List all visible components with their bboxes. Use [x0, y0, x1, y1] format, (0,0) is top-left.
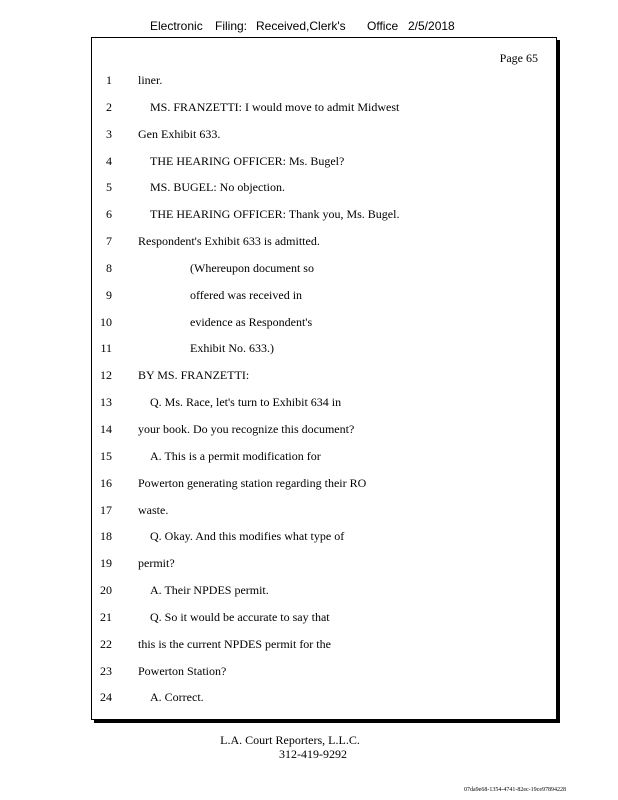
line-number: 7 [106, 234, 112, 249]
line-text: THE HEARING OFFICER: Ms. Bugel? [150, 153, 345, 168]
line-number: 19 [100, 556, 112, 571]
line-text: A. Correct. [150, 690, 204, 705]
transcript-line [92, 556, 556, 583]
transcript-page [91, 37, 557, 720]
line-text: permit? [138, 556, 175, 571]
transcript-lines [92, 73, 556, 717]
line-text: Q. Okay. And this modifies what type of [150, 529, 345, 544]
line-number: 22 [100, 636, 112, 651]
transcript-line [92, 288, 556, 315]
line-number: 24 [100, 690, 112, 705]
page-number: Page 65 [499, 51, 538, 65]
line-number: 20 [100, 583, 112, 598]
transcript-line [92, 395, 556, 422]
line-number: 6 [106, 207, 112, 222]
transcript-line [92, 690, 556, 717]
line-text: Powerton Station? [138, 663, 227, 678]
line-text: Powerton generating station regarding their RO [138, 475, 367, 490]
transcript-line [92, 234, 556, 261]
line-number: 12 [100, 368, 112, 383]
transcript-line [92, 127, 556, 154]
line-text: A. Their NPDES permit. [150, 583, 269, 598]
line-number: 16 [100, 475, 112, 490]
transcript-line [92, 583, 556, 610]
line-text: liner. [138, 73, 163, 87]
line-number: 17 [100, 502, 112, 517]
line-number: 10 [100, 314, 112, 329]
line-text: Q. So it would be accurate to say that [150, 609, 330, 624]
line-text: Gen Exhibit 633. [138, 126, 221, 141]
transcript-line [92, 503, 556, 530]
header-electronic: Electronic [150, 19, 203, 33]
line-number: 9 [106, 287, 112, 302]
transcript-line [92, 476, 556, 503]
line-text: A. This is a permit modification for [150, 448, 321, 463]
header-date: 2/5/2018 [408, 19, 455, 33]
line-number: 13 [100, 395, 112, 410]
line-number: 21 [100, 609, 112, 624]
line-number: 15 [100, 448, 112, 463]
line-text: MS. BUGEL: No objection. [150, 180, 285, 195]
line-text: Q. Ms. Race, let's turn to Exhibit 634 in [150, 395, 342, 410]
line-text: waste. [138, 502, 169, 517]
transcript-line [92, 180, 556, 207]
reporter-name: L.A. Court Reporters, L.L.C. [220, 733, 360, 747]
line-number: 5 [106, 180, 112, 195]
line-number: 1 [106, 73, 112, 87]
transcript-line [92, 341, 556, 368]
line-text: MS. FRANZETTI: I would move to admit Midwest [150, 99, 400, 114]
transcript-line [92, 610, 556, 637]
line-number: 8 [106, 260, 112, 275]
transcript-line [92, 154, 556, 181]
transcript-line [92, 73, 556, 100]
line-text: BY MS. FRANZETTI: [138, 368, 250, 383]
line-text: offered was received in [190, 287, 303, 302]
line-text: this is the current NPDES permit for the [138, 636, 331, 651]
line-text: evidence as Respondent's [190, 314, 313, 329]
line-text: (Whereupon document so [190, 260, 314, 275]
transcript-line [92, 529, 556, 556]
line-number: 2 [106, 99, 112, 114]
header-received-clerks: Received,Clerk's [256, 19, 346, 33]
transcript-line [92, 368, 556, 395]
line-text: your book. Do you recognize this document? [138, 421, 355, 436]
header-filing: Filing: [215, 19, 248, 33]
document-id: 07da9e68-1354-4741-82ec-19ce97894228 [464, 787, 566, 793]
header-office: Office [367, 19, 399, 33]
transcript-line [92, 664, 556, 691]
line-number: 23 [100, 663, 112, 678]
line-number: 11 [100, 341, 112, 356]
transcript-line [92, 315, 556, 342]
line-text: Exhibit No. 633.) [190, 341, 274, 356]
filing-header [150, 19, 470, 37]
transcript-line [92, 449, 556, 476]
transcript-line [92, 637, 556, 664]
line-number: 4 [106, 153, 112, 168]
transcript-line [92, 422, 556, 449]
line-number: 18 [100, 529, 112, 544]
line-text: THE HEARING OFFICER: Thank you, Ms. Bugel. [150, 207, 400, 222]
line-number: 3 [106, 126, 112, 141]
transcript-line [92, 207, 556, 234]
reporter-phone: 312-419-9292 [279, 747, 347, 761]
line-text: Respondent's Exhibit 633 is admitted. [138, 234, 320, 249]
transcript-line [92, 261, 556, 288]
line-number: 14 [100, 421, 112, 436]
transcript-line [92, 100, 556, 127]
